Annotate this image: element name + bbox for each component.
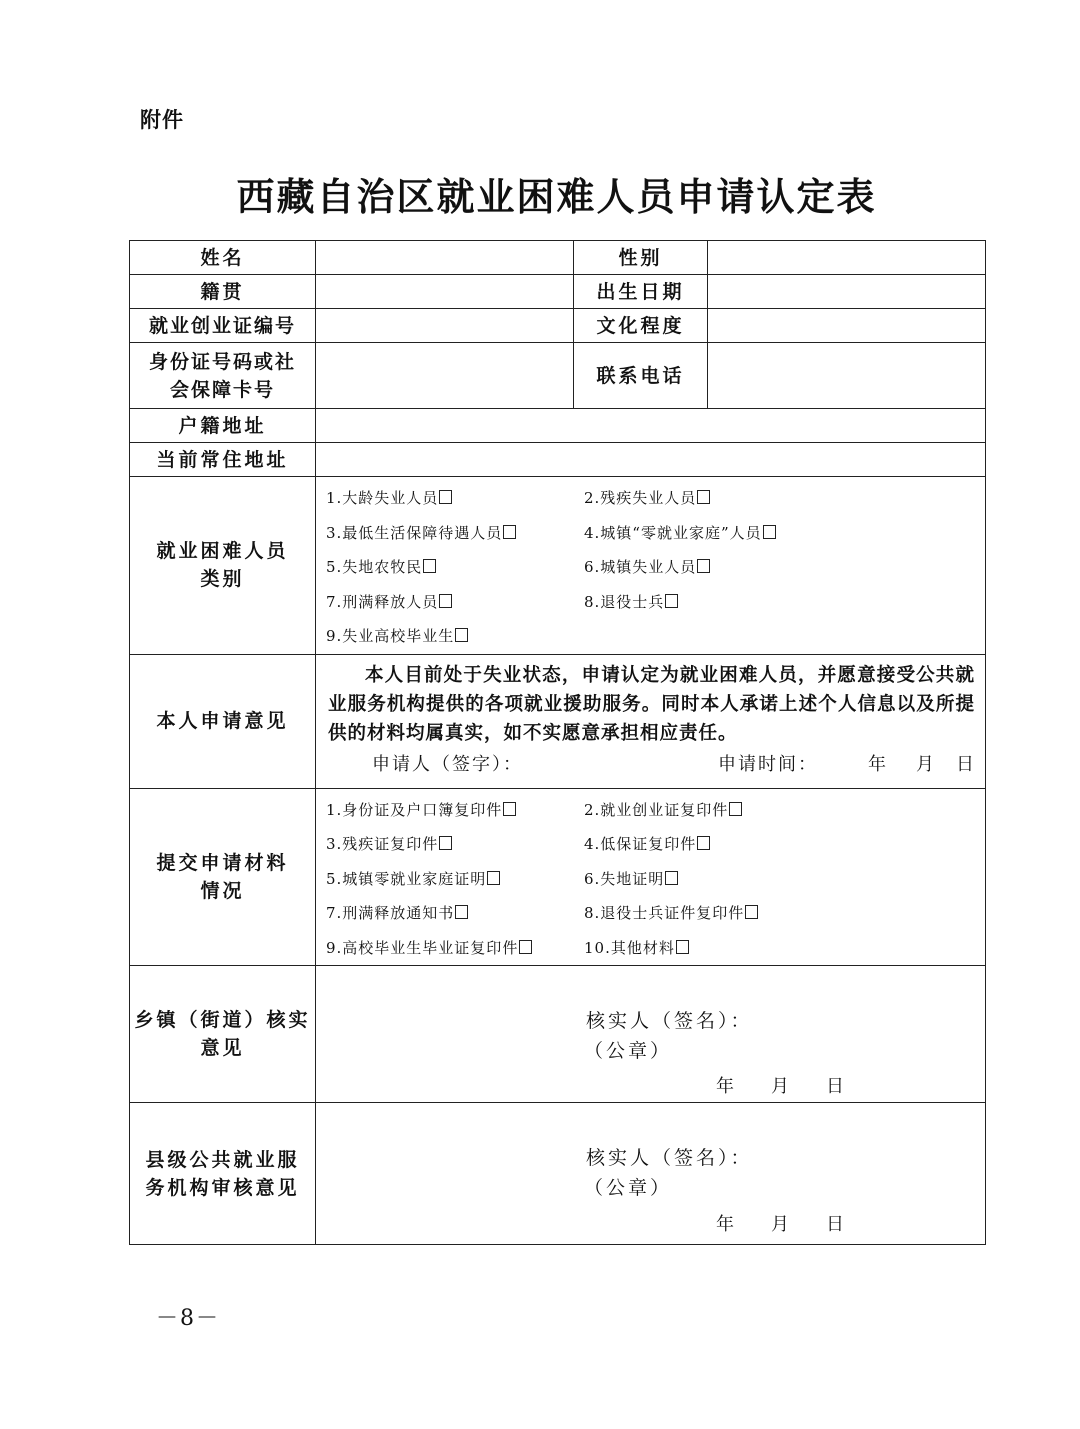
category-option[interactable]: 5.失地农牧民 (326, 550, 584, 585)
employment-cert-field[interactable] (316, 309, 574, 343)
application-label: 本人申请意见 (130, 654, 316, 788)
checkbox-icon[interactable] (439, 594, 452, 608)
household-address-label: 户籍地址 (130, 409, 316, 443)
checkbox-icon[interactable] (665, 594, 678, 608)
township-label (130, 966, 316, 1103)
township-label-line2: 意见 (200, 1037, 245, 1059)
material-option[interactable]: 4.低保证复印件 (584, 827, 975, 862)
checkbox-icon[interactable] (439, 836, 452, 850)
township-label-line1: 乡镇（街道）核实 (134, 1009, 311, 1031)
checkbox-icon[interactable] (439, 490, 452, 504)
checkbox-icon[interactable] (729, 802, 742, 816)
checkbox-icon[interactable] (676, 940, 689, 954)
checkbox-icon[interactable] (503, 802, 516, 816)
materials-label-line2: 情况 (200, 879, 245, 902)
category-option[interactable]: 3.最低生活保障待遇人员 (326, 516, 584, 551)
township-verify-cell[interactable] (316, 966, 986, 1103)
phone-label: 联系电话 (574, 343, 708, 409)
application-form-table (129, 240, 986, 1245)
phone-field[interactable] (708, 343, 986, 409)
native-place-field[interactable] (316, 275, 574, 309)
material-option[interactable]: 2.就业创业证复印件 (584, 793, 975, 828)
materials-options (316, 788, 986, 966)
id-number-label-line2: 会保障卡号 (169, 378, 275, 401)
materials-label-line1: 提交申请材料 (156, 851, 289, 874)
category-label-line2: 类别 (200, 568, 245, 591)
day-label: 日 (956, 753, 976, 775)
category-option[interactable]: 1.大龄失业人员 (326, 481, 584, 516)
checkbox-icon[interactable] (519, 940, 532, 954)
township-verifier-label: 核实人（签名）： (586, 1010, 753, 1032)
application-statement: 本人目前处于失业状态，申请认定为就业困难人员，并愿意接受公共就业服务机构提供的各项就业援助服务。同时本人承诺上述个人信息以及所提供的材料均属真实，如不实愿意承担相应责任。 (328, 664, 975, 744)
name-field[interactable] (316, 241, 574, 275)
current-address-label: 当前常住地址 (130, 443, 316, 477)
month-label: 月 (916, 753, 936, 775)
id-number-label-line1: 身份证号码或社 (148, 350, 296, 373)
id-number-field[interactable] (316, 343, 574, 409)
materials-label (130, 788, 316, 966)
checkbox-icon[interactable] (503, 525, 516, 539)
year-label: 年 (716, 1076, 734, 1097)
id-number-label (130, 343, 316, 409)
month-label: 月 (771, 1214, 789, 1235)
material-option[interactable]: 10.其他材料 (584, 931, 975, 966)
category-label (130, 477, 316, 655)
county-label-line2: 务机构审核意见 (145, 1176, 300, 1199)
apply-time-label[interactable]: 申请时间： (718, 753, 818, 775)
month-label: 月 (771, 1076, 789, 1097)
year-label: 年 (868, 753, 888, 775)
page-title: 西藏自治区就业困难人员申请认定表 (236, 174, 877, 219)
county-verify-cell[interactable] (316, 1103, 986, 1245)
material-option[interactable]: 8.退役士兵证件复印件 (584, 896, 975, 931)
material-option[interactable]: 3.残疾证复印件 (326, 827, 584, 862)
category-option[interactable]: 7.刑满释放人员 (326, 585, 584, 620)
checkbox-icon[interactable] (423, 559, 436, 573)
county-label (130, 1103, 316, 1245)
material-option[interactable]: 6.失地证明 (584, 862, 975, 897)
education-field[interactable] (708, 309, 986, 343)
applicant-sign-label[interactable]: 申请人（签字）： (372, 753, 523, 775)
checkbox-icon[interactable] (455, 628, 468, 642)
county-verifier-label: 核实人（签名）： (586, 1147, 753, 1169)
checkbox-icon[interactable] (697, 836, 710, 850)
category-options (316, 477, 986, 655)
household-address-field[interactable] (316, 409, 986, 443)
gender-label: 性别 (574, 241, 708, 275)
employment-cert-label: 就业创业证编号 (130, 309, 316, 343)
attachment-label: 附件 (140, 108, 184, 132)
county-label-line1: 县级公共就业服 (145, 1148, 300, 1171)
day-label: 日 (826, 1076, 844, 1097)
material-option[interactable]: 5.城镇零就业家庭证明 (326, 862, 584, 897)
material-option[interactable]: 1.身份证及户口簿复印件 (326, 793, 584, 828)
checkbox-icon[interactable] (697, 490, 710, 504)
checkbox-icon[interactable] (487, 871, 500, 885)
name-label: 姓名 (130, 241, 316, 275)
category-option[interactable]: 8.退役士兵 (584, 585, 975, 620)
checkbox-icon[interactable] (455, 905, 468, 919)
material-option[interactable]: 9.高校毕业生毕业证复印件 (326, 931, 584, 966)
page-number: －8－ (156, 1306, 220, 1331)
birth-date-field[interactable] (708, 275, 986, 309)
current-address-field[interactable] (316, 443, 986, 477)
township-seal-label: （公章） (584, 1040, 673, 1062)
category-option[interactable]: 4.城镇“零就业家庭”人员 (584, 516, 975, 551)
checkbox-icon[interactable] (745, 905, 758, 919)
checkbox-icon[interactable] (665, 871, 678, 885)
material-option[interactable]: 7.刑满释放通知书 (326, 896, 584, 931)
category-option[interactable]: 2.残疾失业人员 (584, 481, 975, 516)
education-label: 文化程度 (574, 309, 708, 343)
checkbox-icon[interactable] (697, 559, 710, 573)
gender-field[interactable] (708, 241, 986, 275)
category-option[interactable]: 9.失业高校毕业生 (326, 619, 584, 654)
native-place-label: 籍贯 (130, 275, 316, 309)
category-label-line1: 就业困难人员 (156, 540, 289, 563)
county-seal-label: （公章） (584, 1177, 673, 1199)
applicant-sign-line (328, 748, 975, 782)
application-statement-cell (316, 654, 986, 788)
year-label: 年 (716, 1214, 734, 1235)
checkbox-icon[interactable] (763, 525, 776, 539)
day-label: 日 (826, 1214, 844, 1235)
category-option[interactable]: 6.城镇失业人员 (584, 550, 975, 585)
birth-date-label: 出生日期 (574, 275, 708, 309)
